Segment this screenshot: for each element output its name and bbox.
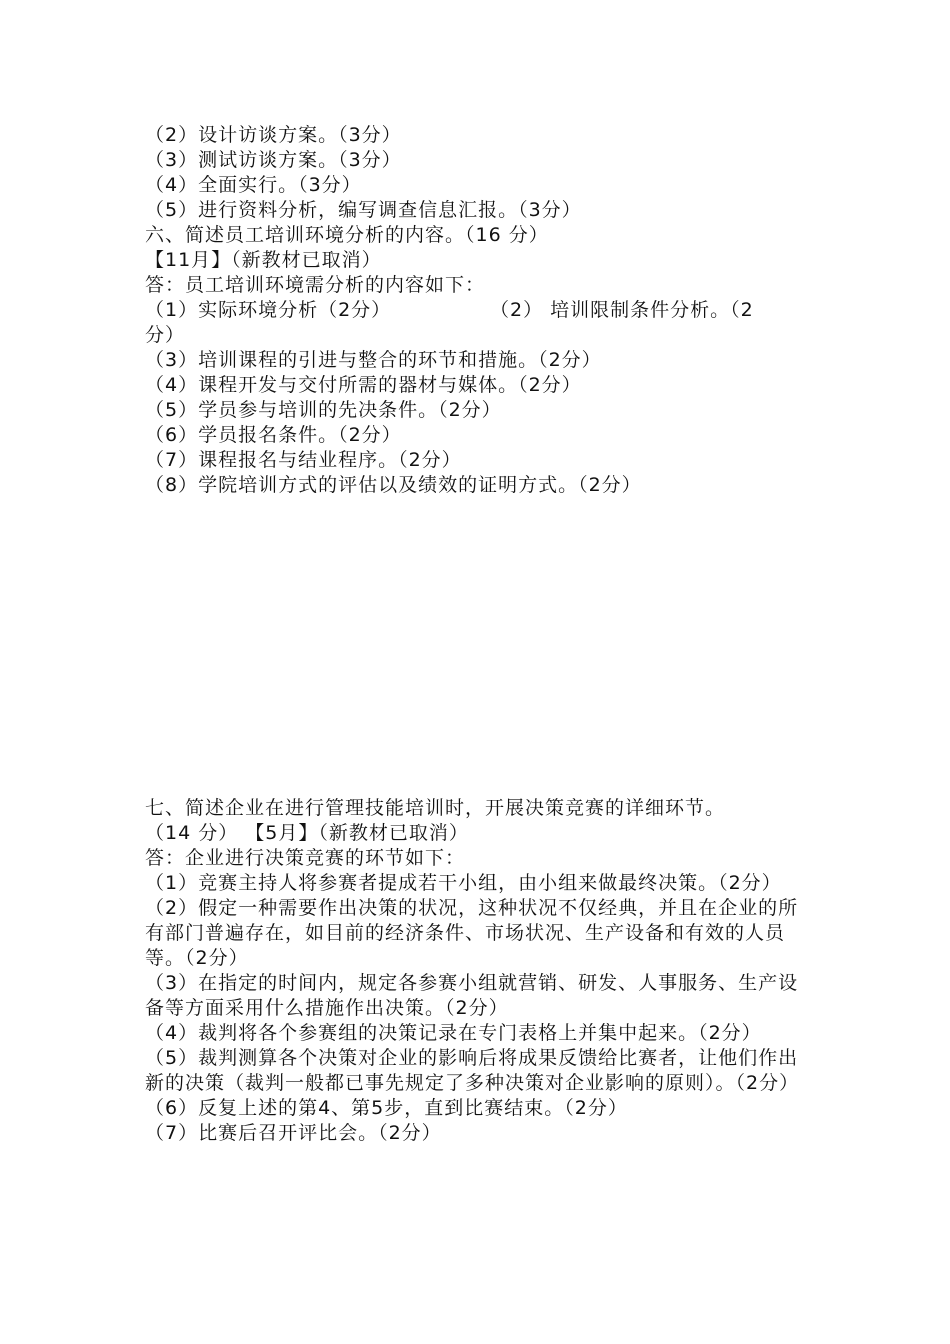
list-item: （8）学院培训方式的评估以及绩效的证明方式。（2分） <box>145 474 642 496</box>
list-item: （5）学员参与培训的先决条件。（2分） <box>145 399 502 421</box>
list-item: （1）竞赛主持人将参赛者提成若干小组，由小组来做最终决策。（2分） <box>145 872 782 894</box>
list-item-text: （2） 培训限制条件分析。（2 <box>490 299 754 321</box>
list-item: （6）反复上述的第4、第5步，直到比赛结束。（2分） <box>145 1097 628 1119</box>
question-heading: 六、简述员工培训环境分析的内容。（16 分） <box>145 224 549 246</box>
list-item: （3）测试访谈方案。（3分） <box>145 149 402 171</box>
list-item-text: （1）实际环境分析（2分） <box>145 299 392 321</box>
list-item: （2）假定一种需要作出决策的状况，这种状况不仅经典，并且在企业的所有部门普遍存在，如目前的经济条件、市场状况、生产设备和有效的人员等。（2分） <box>145 897 799 969</box>
list-item: （6）学员报名条件。（2分） <box>145 424 402 446</box>
list-item: （4）裁判将各个参赛组的决策记录在专门表格上并集中起来。（2分） <box>145 1022 762 1044</box>
exam-tag: （14 分） 【5月】（新教材已取消） <box>145 822 469 844</box>
list-item-continuation: 分） <box>145 324 186 346</box>
list-item: （3）培训课程的引进与整合的环节和措施。（2分） <box>145 349 602 371</box>
list-item <box>145 298 815 323</box>
list-item: （7）课程报名与结业程序。（2分） <box>145 449 462 471</box>
list-item: （7）比赛后召开评比会。（2分） <box>145 1122 442 1144</box>
answer-intro: 答：员工培训环境需分析的内容如下： <box>145 274 486 296</box>
list-item: （4）全面实行。（3分） <box>145 174 362 196</box>
list-item: （3）在指定的时间内，规定各参赛小组就营销、研发、人事服务、生产设备等方面采用什么措施作出决策。（2分） <box>145 972 799 1019</box>
list-item: （5）裁判测算各个决策对企业的影响后将成果反馈给比赛者，让他们作出新的决策（裁判一般都已事先规定了多种决策对企业影响的原则）。（2分） <box>145 1047 800 1094</box>
exam-tag: 【11月】（新教材已取消） <box>145 249 382 271</box>
section-five-tail <box>145 123 815 223</box>
list-item: （4）课程开发与交付所需的器材与媒体。（2分） <box>145 374 582 396</box>
answer-intro: 答：企业进行决策竞赛的环节如下： <box>145 847 466 869</box>
section-six <box>145 223 815 498</box>
list-item: （2）设计访谈方案。（3分） <box>145 124 402 146</box>
section-seven <box>145 796 815 1146</box>
list-item: （5）进行资料分析，编写调查信息汇报。（3分） <box>145 199 582 221</box>
question-heading: 七、简述企业在进行管理技能培训时，开展决策竞赛的详细环节。 <box>145 797 726 819</box>
